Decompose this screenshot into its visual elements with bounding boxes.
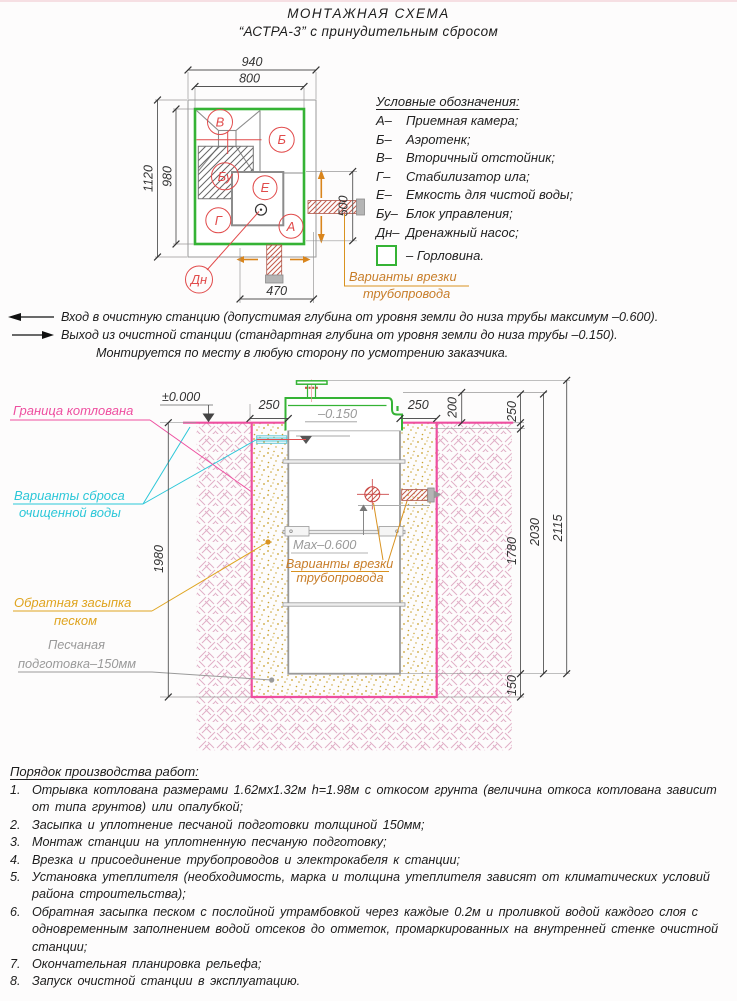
- item-number: 6.: [10, 904, 21, 919]
- drawing-title: [0, 6, 737, 39]
- legend-label: Емкость для чистой воды;: [406, 187, 574, 203]
- title-line1: МОНТАЖНАЯ СХЕМА: [287, 6, 450, 21]
- outlet-arrow-icon: [8, 330, 54, 340]
- item-text: Обратная засыпка песком с послойной утрамбовкой через каждые 0.2м и проливкой водой каждого слоя с одновременным заполнением водой отсеков до отметок, промаркированных на внутренней стенке очистной станции;: [32, 904, 719, 954]
- outlet-note-extra: Монтируется по месту в любую сторону по усмотрению заказчика.: [96, 346, 509, 360]
- chamber-v: В: [215, 114, 225, 130]
- procedure-item: [10, 834, 728, 851]
- legend-key: А–: [376, 113, 392, 128]
- sec-dim-2115: 2115: [551, 514, 565, 542]
- legend-key: Г–: [376, 168, 391, 184]
- level-lid-text: –0.150: [318, 406, 358, 421]
- backfill-label-line2: песком: [54, 613, 98, 628]
- io-notes: [8, 310, 732, 360]
- legend-label: Стабилизатор ила;: [406, 168, 530, 184]
- legend-label: Приемная камера;: [406, 113, 519, 128]
- item-number: 5.: [10, 870, 21, 885]
- inlet-note: [8, 310, 732, 324]
- sec-dim-2030: 2030: [528, 518, 542, 546]
- zero-level-mark: [160, 390, 215, 422]
- pit-boundary-label: Граница котлована: [13, 403, 134, 418]
- chamber-g: Г: [214, 212, 222, 228]
- legend-item-a: [376, 113, 676, 132]
- neck-lid-section: [286, 380, 403, 431]
- legend-item-bu: [376, 206, 676, 225]
- level-zero-text: ±0.000: [162, 390, 201, 404]
- inlet-arrow-icon: [8, 312, 54, 322]
- inlet-note-text: Вход в очистную станцию (допустимая глубина от уровня земли до низа трубы максимум –0.600).: [61, 310, 659, 324]
- plan-dim-1120: 1120: [141, 165, 156, 192]
- legend-key: В–: [376, 150, 392, 166]
- item-text: Монтаж станции на уплотненную песчаную подготовку;: [32, 835, 387, 850]
- sec-dim-1780: 1780: [505, 537, 519, 565]
- sand-prep-label-line2: подготовка–150мм: [18, 656, 137, 671]
- tank-body: [285, 430, 400, 673]
- item-number: 4.: [10, 852, 21, 867]
- item-text: Установка утеплителя (необходимость, марка и толщина утеплителя зависят от климатических условий района строительства);: [32, 870, 710, 902]
- plan-dim-940: 940: [241, 55, 263, 69]
- backfill-label-line1: Обратная засыпка: [14, 595, 132, 610]
- section-pipe-note-line1: Варианты врезки: [285, 556, 394, 571]
- neck-icon: [376, 245, 397, 266]
- item-text: Окончательная планировка рельефа;: [32, 957, 262, 972]
- legend-label: – Горловина.: [406, 248, 484, 264]
- work-procedure: [10, 764, 728, 991]
- plan-dim-800: 800: [239, 71, 260, 86]
- legend-key: Бу–: [376, 205, 398, 221]
- legend-key: Б–: [376, 131, 392, 147]
- item-text: Врезка и присоединение трубопроводов и электрокабеля к станции;: [32, 852, 461, 867]
- pipe-stub-bottom: [267, 245, 282, 276]
- item-text: Отрывка котлована размерами 1.62мх1.32м h=1.98м с откосом грунта (величина откоса котлована зависит от типа грунтов) или опалубкой;: [32, 783, 717, 815]
- item-text: Запуск очистной станции в эксплуатацию.: [32, 974, 301, 989]
- discharge-label-line2: очищенной воды: [19, 505, 121, 520]
- item-number: 1.: [10, 783, 21, 797]
- section-view: [10, 377, 570, 750]
- legend-item-e: [376, 187, 676, 206]
- outlet-note: [8, 328, 732, 342]
- plan-dim-470: 470: [266, 284, 288, 298]
- item-text: Засыпка и уплотнение песчаной подготовки толщиной 150мм;: [32, 817, 425, 832]
- discharge-label-line1: Варианты сброса: [14, 488, 125, 503]
- level-max-text: Max–0.600: [293, 537, 357, 552]
- item-number: 2.: [10, 817, 21, 832]
- chamber-e: Е: [260, 180, 270, 196]
- plan-dim-980: 980: [160, 166, 175, 187]
- legend-item-g: [376, 169, 676, 188]
- sec-dim-150: 150: [505, 675, 519, 696]
- procedure-item: [10, 956, 728, 973]
- chamber-b: Б: [277, 132, 286, 148]
- legend-label: Вторичный отстойник;: [406, 150, 556, 166]
- legend-heading: Условные обозначения:: [376, 94, 520, 109]
- procedure-item: [10, 904, 728, 956]
- legend-item-dn: [376, 225, 676, 244]
- procedure-item: [10, 817, 728, 834]
- sec-dim-1980: 1980: [152, 545, 166, 573]
- section-pipe-note-line2: трубопровода: [296, 570, 384, 585]
- legend-label: Аэротенк;: [406, 131, 471, 147]
- sec-dim-200: 200: [445, 397, 460, 418]
- legend-label: Блок управления;: [406, 205, 513, 221]
- sec-dim-250-right: 250: [407, 398, 429, 412]
- plan-pipe-note-line2: трубопровода: [363, 286, 451, 301]
- chamber-bu: Бу: [217, 168, 233, 184]
- procedure-item: [10, 869, 728, 904]
- procedure-heading: Порядок производства работ:: [10, 764, 199, 779]
- legend-item-b: [376, 132, 676, 151]
- legend-label: Дренажный насос;: [406, 224, 519, 240]
- legend: [376, 94, 676, 266]
- procedure-item: [10, 973, 728, 990]
- sand-prep-label-line1: Песчаная: [48, 637, 105, 652]
- title-line2: “АСТРА-3” с принудительным сбросом: [238, 24, 499, 39]
- plan-pipe-note-line1: Варианты врезки: [349, 269, 457, 284]
- item-number: 3.: [10, 835, 21, 850]
- procedure-item: [10, 852, 728, 869]
- legend-key: Е–: [376, 187, 392, 203]
- plan-dim-500: 500: [336, 195, 351, 217]
- legend-item-neck: [376, 245, 676, 266]
- procedure-item: [10, 782, 728, 817]
- chamber-dn: Дн: [190, 272, 208, 287]
- item-number: 8.: [10, 974, 21, 989]
- sec-dim-250-neck: 250: [505, 401, 519, 422]
- sec-dim-250-left: 250: [258, 398, 280, 412]
- legend-item-v: [376, 150, 676, 169]
- item-number: 7.: [10, 957, 21, 972]
- chamber-a: А: [286, 218, 296, 234]
- legend-key: Дн–: [376, 224, 400, 240]
- outlet-note-text: Выход из очистной станции (стандартная глубина от уровня земли до низа трубы –0.150).: [61, 328, 618, 342]
